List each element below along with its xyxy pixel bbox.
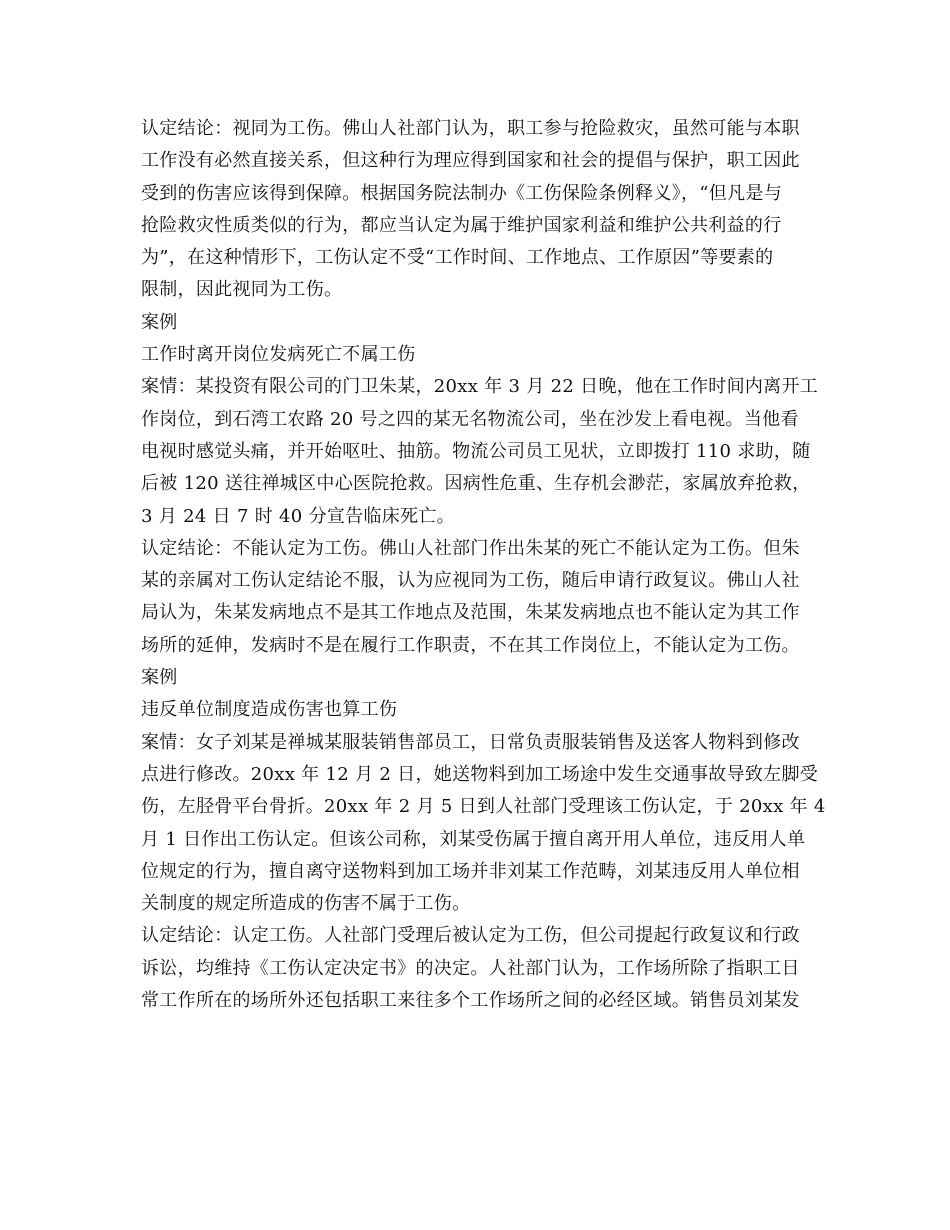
text-line: 作岗位，到石湾工农路 20 号之四的某无名物流公司，坐在沙发上看电视。当他看: [141, 408, 799, 430]
text-line: 为”，在这种情形下，工伤认定不受“工作时间、工作地点、工作原因”等要素的: [141, 247, 774, 269]
text-line: 受到的伤害应该得到保障。根据国务院法制办《工伤保险条例释义》，“但凡是与: [141, 182, 782, 204]
text-line: 认定结论：不能认定为工伤。佛山人社部门作出朱某的死亡不能认定为工伤。但朱: [141, 537, 800, 559]
paragraph-conclusion-1: [141, 113, 821, 307]
paragraph-conclusion-2: [141, 533, 821, 662]
text-line: 电视时感觉头痛，并开始呕吐、抽筋。物流公司员工见状，立即拨打 110 求助，随: [141, 440, 811, 462]
text-line: 案例: [141, 311, 178, 333]
case-heading: [141, 307, 821, 339]
text-line: 某的亲属对工伤认定结论不服，认为应视同为工伤，随后申请行政复议。佛山人社: [141, 570, 800, 592]
paragraph-conclusion-3: [141, 920, 821, 1017]
text-line: 限制，因此视同为工伤。: [141, 279, 343, 301]
paragraph-case-facts-2: [141, 371, 821, 532]
text-line: 伤，左胫骨平台骨折。20xx 年 2 月 5 日到人社部门受理该工伤认定，于 20xx 年 4: [141, 796, 826, 818]
text-line: 后被 120 送往禅城区中心医院抢救。因病性危重、生存机会渺茫，家属放弃抢救，: [141, 473, 811, 495]
text-line: 关制度的规定所造成的伤害不属于工伤。: [141, 893, 471, 915]
text-line: 认定结论：认定工伤。人社部门受理后被认定为工伤，但公司提起行政复议和行政: [141, 925, 800, 947]
text-line: 场所的延伸，发病时不是在履行工作职责，不在其工作岗位上，不能认定为工伤。: [141, 634, 800, 656]
text-line: 案例: [141, 667, 178, 689]
text-line: 抢险救灾性质类似的行为，都应当认定为属于维护国家利益和维护公共利益的行: [141, 214, 782, 236]
text-line: 3 月 24 日 7 时 40 分宣告临床死亡。: [141, 505, 455, 527]
case-title: [141, 694, 821, 726]
text-line: 案情：某投资有限公司的门卫朱某，20xx 年 3 月 22 日晚，他在工作时间内离开工: [141, 376, 819, 398]
text-line: 局认为，朱某发病地点不是其工作地点及范围，朱某发病地点也不能认定为其工作: [141, 602, 800, 624]
case-title: [141, 339, 821, 371]
paragraph-case-facts-3: [141, 727, 826, 921]
case-heading: [141, 662, 821, 694]
text-line: 认定结论：视同为工伤。佛山人社部门认为，职工参与抢险救灾，虽然可能与本职: [141, 118, 800, 139]
text-line: 点进行修改。20xx 年 12 月 2 日，她送物料到加工场途中发生交通事故导致左脚受: [141, 763, 819, 785]
text-line: 违反单位制度造成伤害也算工伤: [141, 699, 398, 721]
document-body: [141, 113, 826, 1017]
text-line: 位规定的行为，擅自离守送物料到加工场并非刘某工作范畴，刘某违反用人单位相: [141, 860, 800, 882]
text-line: 案情：女子刘某是禅城某服装销售部员工，日常负责服装销售及送客人物料到修改: [141, 731, 800, 753]
text-line: 工作时离开岗位发病死亡不属工伤: [141, 344, 416, 366]
text-line: 诉讼，均维持《工伤认定决定书》的决定。人社部门认为，工作场所除了指职工日: [141, 957, 800, 979]
text-line: 工作没有必然直接关系，但这种行为理应得到国家和社会的提倡与保护，职工因此: [141, 150, 800, 172]
text-line: 常工作所在的场所外还包括职工来往多个工作场所之间的必经区域。销售员刘某发: [141, 990, 800, 1012]
text-line: 月 1 日作出工伤认定。但该公司称，刘某受伤属于擅自离开用人单位，违反用人单: [141, 828, 806, 850]
